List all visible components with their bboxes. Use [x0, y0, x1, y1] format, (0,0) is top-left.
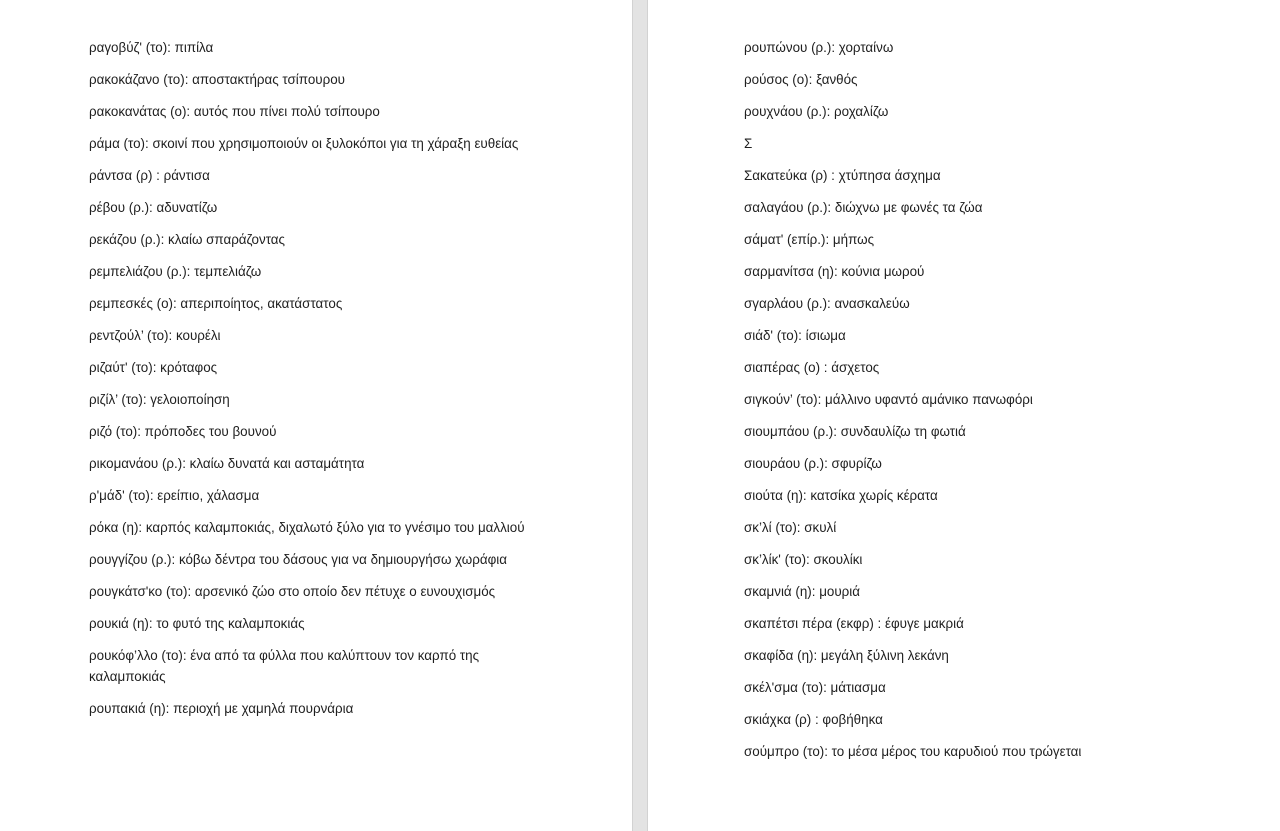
- glossary-entry: σγαρλάου (ρ.): ανασκαλεύω: [744, 296, 910, 311]
- glossary-entry: σκαφίδα (η): μεγάλη ξύλινη λεκάνη: [744, 648, 949, 663]
- glossary-entry: ριζίλ’ (το): γελοιοποίηση: [89, 392, 230, 407]
- glossary-entry: ρακοκάζανο (το): αποστακτήρας τσίπουρου: [89, 72, 345, 87]
- glossary-entry: ρικομανάου (ρ.): κλαίω δυνατά και ασταμάτητα: [89, 456, 365, 471]
- glossary-entry: ρεμπεσκές (ο): απεριποίητος, ακατάστατος: [89, 296, 343, 311]
- glossary-entry: σκαμνιά (η): μουριά: [744, 584, 861, 599]
- glossary-entry: σιουμπάου (ρ.): συνδαυλίζω τη φωτιά: [744, 424, 966, 439]
- glossary-entry: σκ’λίκ' (το): σκουλίκι: [744, 552, 863, 567]
- document-page-left[interactable]: [0, 0, 632, 831]
- glossary-entry: ριζό (το): πρόποδες του βουνού: [89, 424, 277, 439]
- glossary-entry: ρόκα (η): καρπός καλαμποκιάς, διχαλωτό ξύλο για το γνέσιμο του μαλλιού: [89, 520, 525, 535]
- glossary-entry: ρεμπελιάζου (ρ.): τεμπελιάζω: [89, 264, 262, 279]
- glossary-entry: σούμπρο (το): το μέσα μέρος του καρυδιού που τρώγεται: [744, 744, 1082, 759]
- glossary-entry: σιαπέρας (ο) : άσχετος: [744, 360, 880, 375]
- glossary-entry: σιγκούν’ (το): μάλλινο υφαντό αμάνικο πανωφόρι: [744, 392, 1033, 407]
- glossary-entry: ρεκάζου (ρ.): κλαίω σπαράζοντας: [89, 232, 285, 247]
- glossary-entry: ρουγκάτσ'κο (το): αρσενικό ζώο στο οποίο δεν πέτυχε ο ευνουχισμός: [89, 584, 496, 599]
- glossary-entry: ρουπακιά (η): περιοχή με χαμηλά πουρνάρια: [89, 701, 354, 716]
- glossary-entry: ρουγγίζου (ρ.): κόβω δέντρα του δάσους για να δημιουργήσω χωράφια: [89, 552, 508, 567]
- glossary-entry: ρουκιά (η): το φυτό της καλαμποκιάς: [89, 616, 305, 631]
- page-gutter: [632, 0, 648, 831]
- glossary-entry: σκαπέτσι πέρα (εκφρ) : έφυγε μακριά: [744, 616, 964, 631]
- section-letter-heading: Σ: [744, 136, 753, 151]
- glossary-entry: ράντσα (ρ) : ράντισα: [89, 168, 210, 183]
- glossary-entry: ρούσος (ο): ξανθός: [744, 72, 858, 87]
- glossary-entry: ραγοβύζ' (το): πιπίλα: [89, 40, 214, 55]
- glossary-entry: Σακατεύκα (ρ) : χτύπησα άσχημα: [744, 168, 941, 183]
- glossary-entry: ριζαύτ' (το): κρόταφος: [89, 360, 218, 375]
- glossary-entry: σιάδ' (το): ίσιωμα: [744, 328, 846, 343]
- glossary-entry: σιούτα (η): κατσίκα χωρίς κέρατα: [744, 488, 938, 503]
- glossary-entry: σάματ' (επίρ.): μήπως: [744, 232, 875, 247]
- glossary-entry: ρεντζούλ’ (το): κουρέλι: [89, 328, 221, 343]
- glossary-entry: σκέλ'σμα (το): μάτιασμα: [744, 680, 886, 695]
- glossary-entry: ράμα (το): σκοινί που χρησιμοποιούν οι ξυλοκόποι για τη χάραξη ευθείας: [89, 136, 519, 151]
- glossary-entry: σιουράου (ρ.): σφυρίζω: [744, 456, 882, 471]
- glossary-entry: σαρμανίτσα (η): κούνια μωρού: [744, 264, 925, 279]
- glossary-entry: ρ'μάδ' (το): ερείπιο, χάλασμα: [89, 488, 260, 503]
- glossary-entry: ρακοκανάτας (ο): αυτός που πίνει πολύ τσίπουρο: [89, 104, 380, 119]
- glossary-entry: ρέβου (ρ.): αδυνατίζω: [89, 200, 218, 215]
- document-page-right[interactable]: [648, 0, 1280, 831]
- glossary-entry: σκ’λί (το): σκυλί: [744, 520, 837, 535]
- glossary-entry: ρουχνάου (ρ.): ροχαλίζω: [744, 104, 889, 119]
- glossary-entry: ρουκόφ’λλο (το): ένα από τα φύλλα που καλύπτουν τον καρπό της καλαμποκιάς: [89, 648, 480, 684]
- glossary-entry: σαλαγάου (ρ.): διώχνω με φωνές τα ζώα: [744, 200, 983, 215]
- glossary-entry: σκιάχκα (ρ) : φοβήθηκα: [744, 712, 883, 727]
- glossary-entry: ρουπώνου (ρ.): χορταίνω: [744, 40, 894, 55]
